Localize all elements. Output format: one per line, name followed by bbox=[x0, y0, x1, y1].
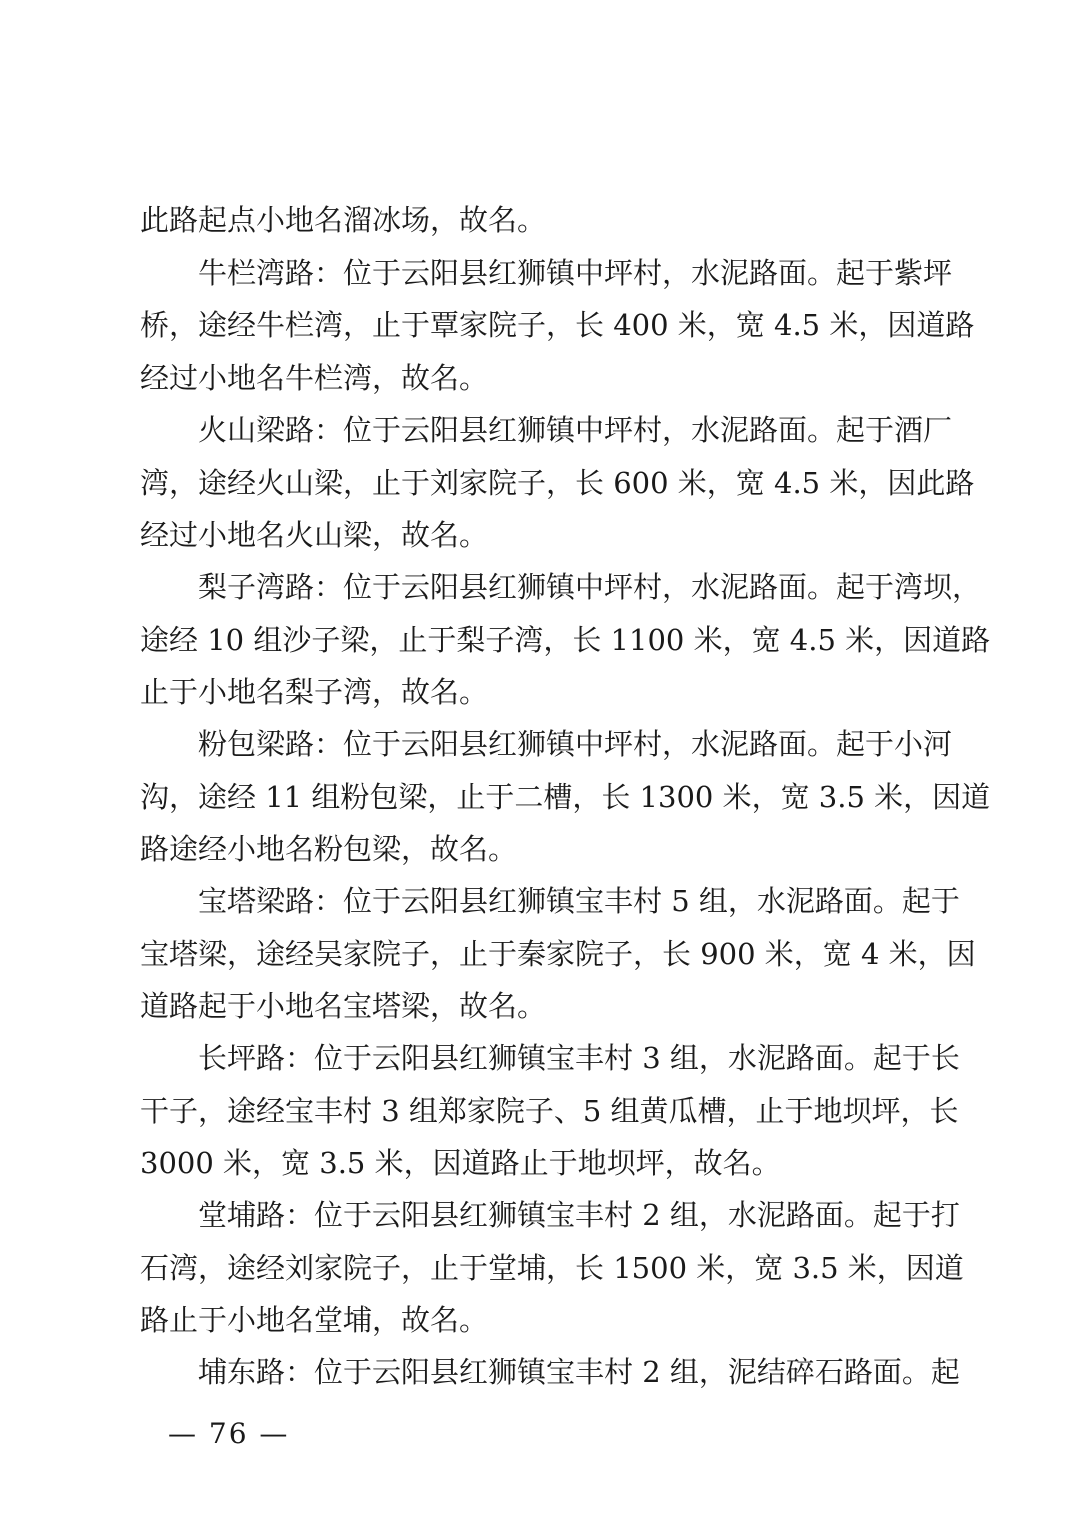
text-line: 石湾，途经刘家院子，止于堂埔，长 1500 米，宽 3.5 米，因道 bbox=[140, 1251, 964, 1285]
text-line: 梨子湾路：位于云阳县红狮镇中坪村，水泥路面。起于湾坝， bbox=[198, 570, 982, 604]
text-line: 桥，途经牛栏湾，止于覃家院子，长 400 米，宽 4.5 米，因道路 bbox=[140, 308, 975, 342]
text-line: 长坪路：位于云阳县红狮镇宝丰村 3 组，水泥路面。起于长 bbox=[198, 1041, 960, 1075]
text-line: 此路起点小地名溜冰场，故名。 bbox=[140, 203, 547, 237]
page-number: — 76 — bbox=[168, 1417, 290, 1450]
text-line: 粉包梁路：位于云阳县红狮镇中坪村，水泥路面。起于小河 bbox=[198, 727, 953, 761]
text-line: 宝塔梁，途经吴家院子，止于秦家院子，长 900 米，宽 4 米，因 bbox=[140, 937, 976, 971]
text-line: 沟，途经 11 组粉包梁，止于二槽，长 1300 米，宽 3.5 米，因道 bbox=[140, 780, 991, 814]
text-line: 道路起于小地名宝塔梁，故名。 bbox=[140, 989, 547, 1023]
text-line: 牛栏湾路：位于云阳县红狮镇中坪村，水泥路面。起于紫坪 bbox=[198, 256, 953, 290]
text-line: 经过小地名火山梁，故名。 bbox=[140, 518, 489, 552]
text-line: 止于小地名梨子湾，故名。 bbox=[140, 675, 489, 709]
text-line: 火山梁路：位于云阳县红狮镇中坪村，水泥路面。起于酒厂 bbox=[198, 413, 953, 447]
text-line: 宝塔梁路：位于云阳县红狮镇宝丰村 5 组，水泥路面。起于 bbox=[198, 884, 960, 918]
text-line: 干子，途经宝丰村 3 组郑家院子、5 组黄瓜槽，止于地坝坪，长 bbox=[140, 1094, 959, 1128]
text-line: 埔东路：位于云阳县红狮镇宝丰村 2 组，泥结碎石路面。起 bbox=[198, 1355, 960, 1389]
text-line: 湾，途经火山梁，止于刘家院子，长 600 米，宽 4.5 米，因此路 bbox=[140, 466, 975, 500]
text-line: 堂埔路：位于云阳县红狮镇宝丰村 2 组，水泥路面。起于打 bbox=[198, 1198, 960, 1232]
text-line: 3000 米，宽 3.5 米，因道路止于地坝坪，故名。 bbox=[140, 1146, 781, 1180]
text-line: 途经 10 组沙子梁，止于梨子湾，长 1100 米，宽 4.5 米，因道路 bbox=[140, 623, 991, 657]
text-line: 路途经小地名粉包梁，故名。 bbox=[140, 832, 518, 866]
text-line: 经过小地名牛栏湾，故名。 bbox=[140, 361, 489, 395]
text-line: 路止于小地名堂埔，故名。 bbox=[140, 1303, 489, 1337]
